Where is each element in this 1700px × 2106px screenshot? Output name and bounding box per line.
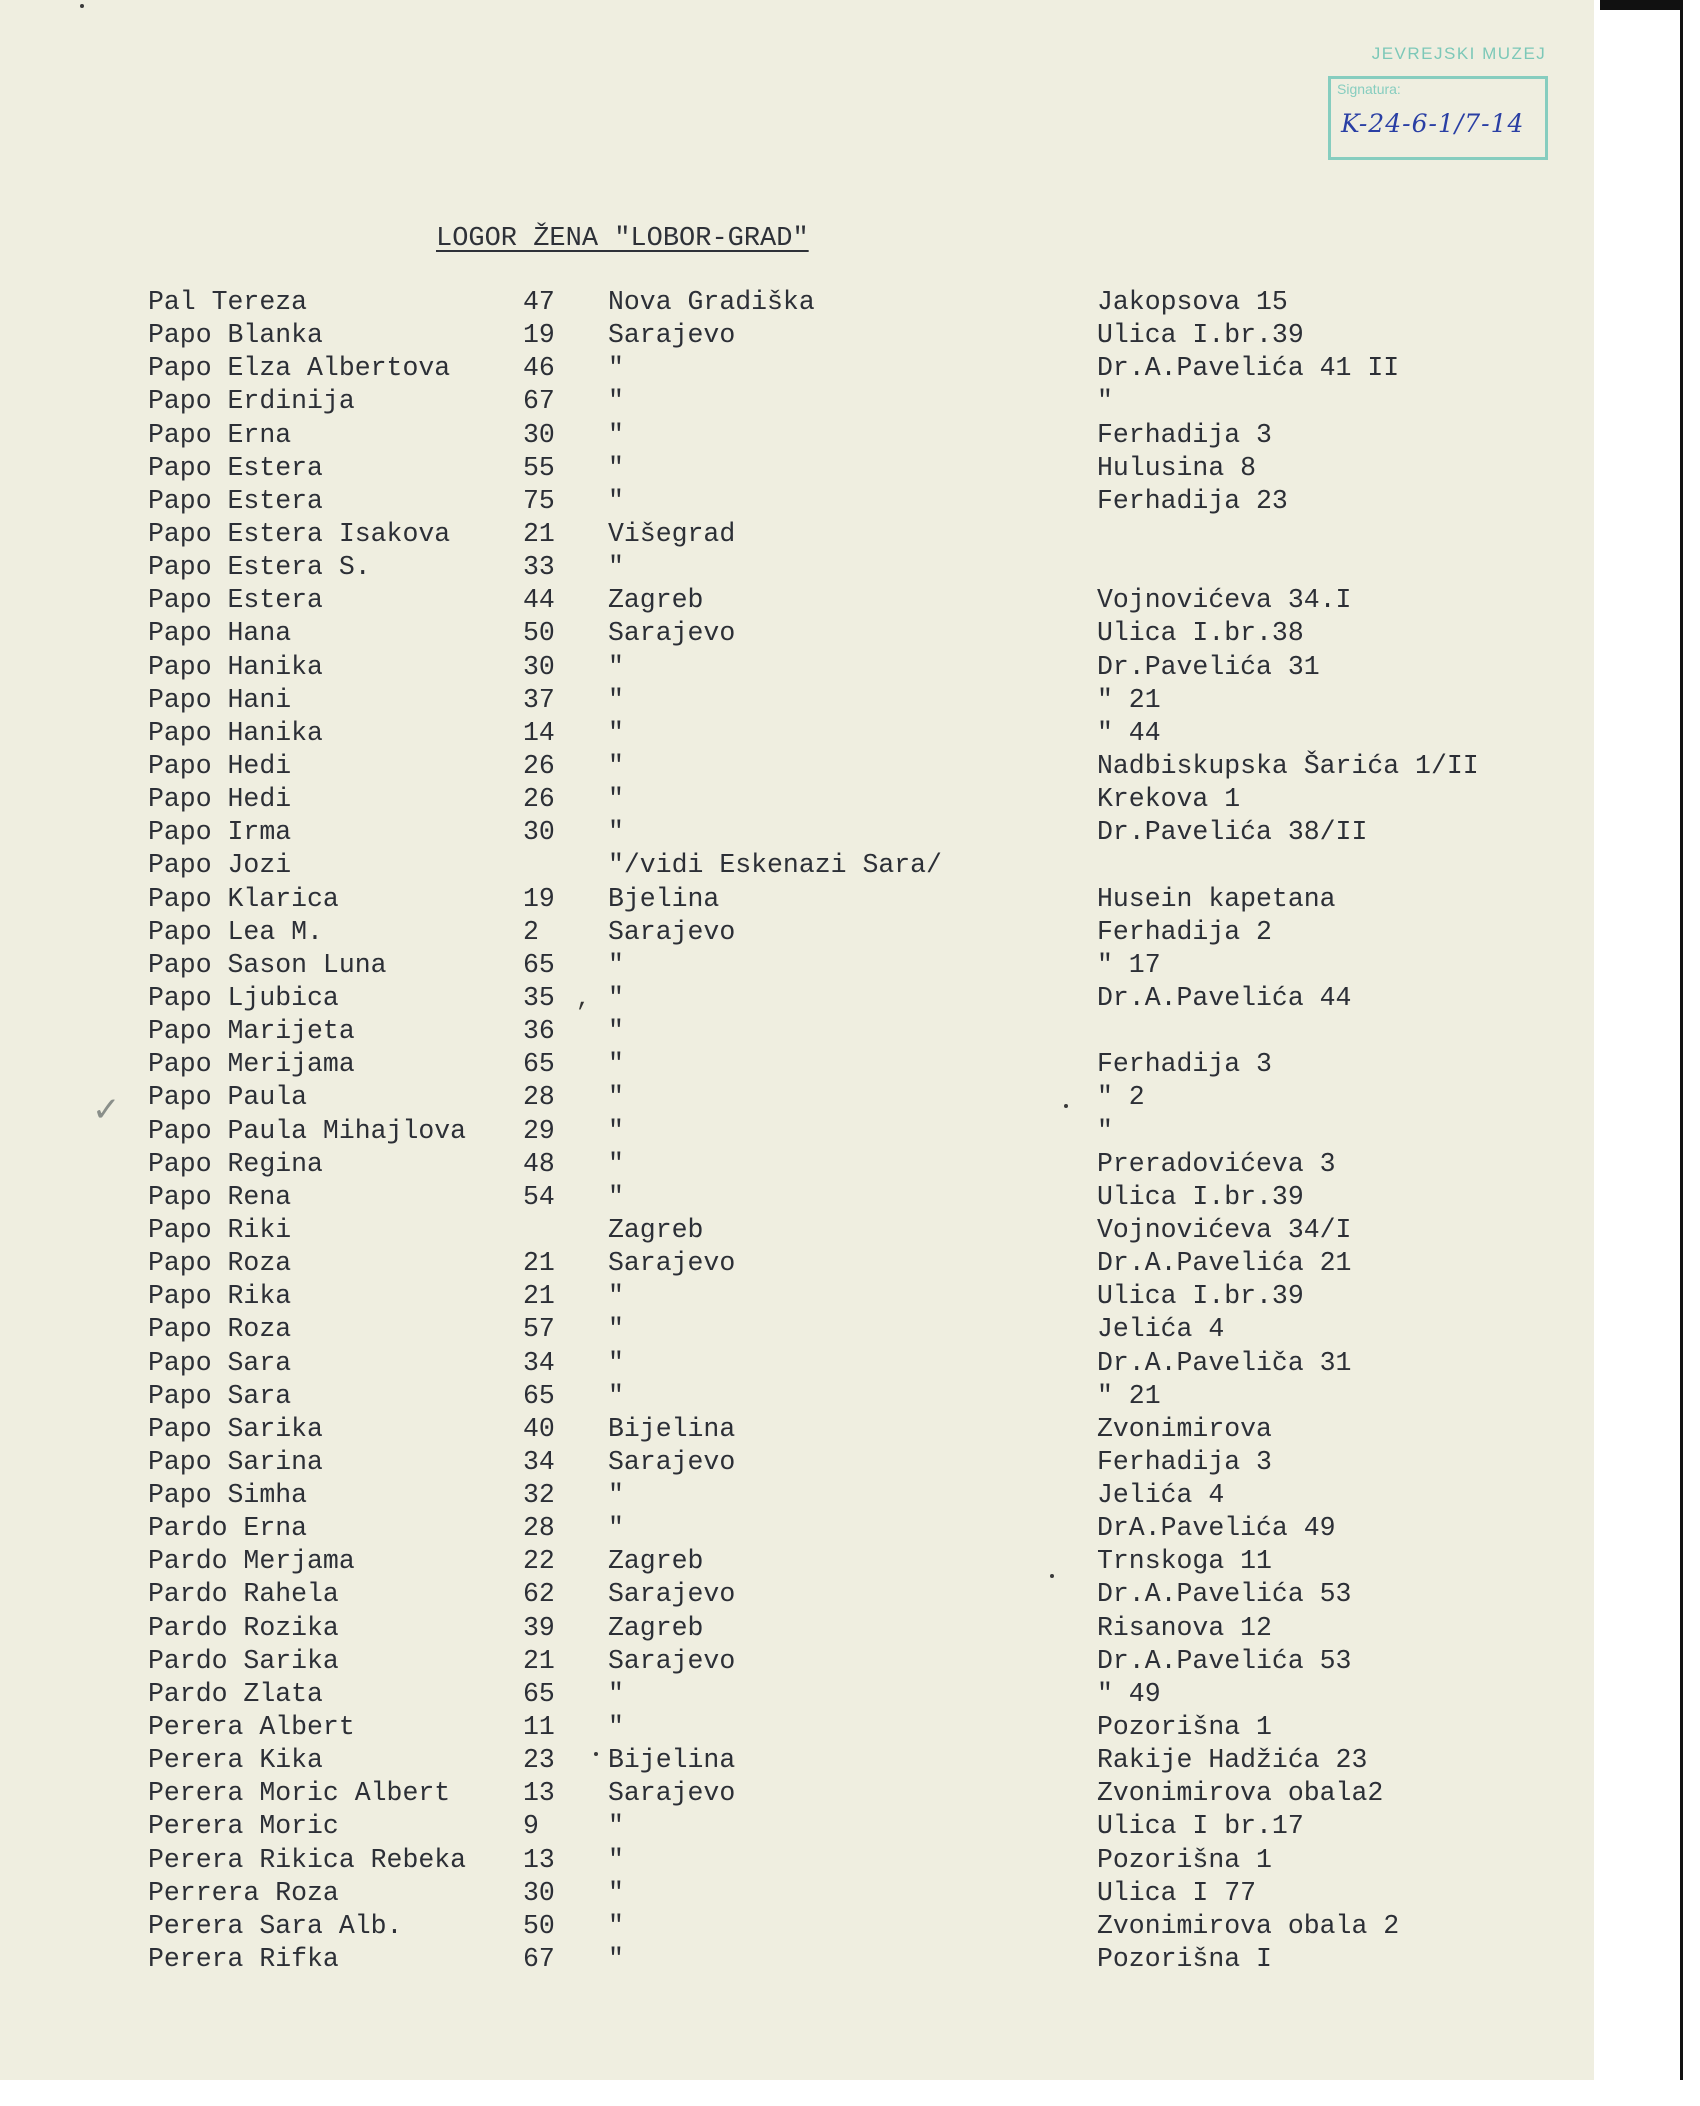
- person-address: ": [1097, 386, 1113, 417]
- person-age: 30: [523, 419, 555, 450]
- person-name: Papo Paula: [148, 1082, 308, 1113]
- person-address: Ferhadija 3: [1097, 419, 1272, 450]
- person-origin: ": [608, 1480, 624, 1511]
- list-item: [0, 551, 1600, 584]
- person-address: Ferhadija 23: [1097, 485, 1288, 516]
- person-address: Dr.A.Paveliča 31: [1097, 1347, 1352, 1378]
- person-origin: Zagreb: [608, 1546, 704, 1577]
- person-origin: Bjelina: [608, 883, 720, 914]
- person-age: 30: [523, 817, 555, 848]
- person-address: Nadbiskupska Šarića 1/II: [1097, 750, 1479, 781]
- person-name: Papo Sason Luna: [148, 949, 387, 980]
- person-age: 39: [523, 1612, 555, 1643]
- list-item: [0, 1181, 1600, 1214]
- person-address: Pozorišna 1: [1097, 1712, 1272, 1743]
- list-item: [0, 916, 1600, 949]
- person-name: Papo Klarica: [148, 883, 339, 914]
- list-item: [0, 1280, 1600, 1313]
- person-origin: Sarajevo: [608, 320, 736, 351]
- person-age: 40: [523, 1413, 555, 1444]
- person-origin: ": [608, 1082, 624, 1113]
- person-address: Zvonimirova obala 2: [1097, 1910, 1400, 1941]
- person-age: 65: [523, 1678, 555, 1709]
- person-name: Papo Hanika: [148, 717, 323, 748]
- person-origin: ": [608, 452, 624, 483]
- person-origin: Sarajevo: [608, 1446, 736, 1477]
- person-name: Papo Sara: [148, 1347, 292, 1378]
- person-name: Papo Ljubica: [148, 982, 339, 1013]
- pencil-tick: ,: [576, 986, 591, 1013]
- person-origin: ": [608, 949, 624, 980]
- person-address: Ulica I br.17: [1097, 1811, 1304, 1842]
- document-title: LOGOR ŽENA "LOBOR-GRAD": [436, 224, 809, 254]
- person-address: " 44: [1097, 717, 1161, 748]
- person-name: Papo Erdinija: [148, 386, 355, 417]
- person-origin: Bijelina: [608, 1413, 736, 1444]
- list-item: [0, 949, 1600, 982]
- person-origin: ": [608, 485, 624, 516]
- person-name: Perera Kika: [148, 1745, 323, 1776]
- person-name: Pardo Zlata: [148, 1678, 323, 1709]
- person-origin: ": [608, 817, 624, 848]
- stamp-label: Signatura:: [1337, 81, 1401, 97]
- margin-check-mark: ✓: [92, 1090, 121, 1130]
- person-name: Pardo Sarika: [148, 1645, 339, 1676]
- person-age: 28: [523, 1513, 555, 1544]
- person-age: 34: [523, 1347, 555, 1378]
- list-item: [0, 1214, 1600, 1247]
- person-name: Papo Sarika: [148, 1413, 323, 1444]
- person-origin: ": [608, 1347, 624, 1378]
- person-origin: ": [608, 982, 624, 1013]
- list-item: [0, 1446, 1600, 1479]
- person-name: Papo Hana: [148, 618, 292, 649]
- person-origin: Sarajevo: [608, 916, 736, 947]
- person-age: 34: [523, 1446, 555, 1477]
- person-address: Ulica I.br.39: [1097, 1281, 1304, 1312]
- person-origin: Nova Gradiška: [608, 287, 815, 317]
- person-age: 23: [523, 1745, 555, 1776]
- person-origin: ": [608, 1678, 624, 1709]
- person-address: Krekova 1: [1097, 784, 1241, 815]
- person-address: Dr.A.Pavelića 44: [1097, 982, 1352, 1013]
- person-age: 47: [523, 287, 555, 317]
- person-age: 26: [523, 784, 555, 815]
- person-age: 36: [523, 1016, 555, 1047]
- person-origin: ": [608, 784, 624, 815]
- list-item: [0, 1115, 1600, 1148]
- person-name: Papo Lea M.: [148, 916, 323, 947]
- person-origin: Sarajevo: [608, 1645, 736, 1676]
- person-name: Papo Hedi: [148, 784, 292, 815]
- person-origin: ": [608, 1115, 624, 1146]
- person-age: 29: [523, 1115, 555, 1146]
- person-address: ": [1097, 1115, 1113, 1146]
- list-item: [0, 1247, 1600, 1280]
- person-age: 22: [523, 1546, 555, 1577]
- person-age: 57: [523, 1314, 555, 1345]
- person-origin: Bijelina: [608, 1745, 736, 1776]
- person-name: Papo Paula Mihajlova: [148, 1115, 467, 1146]
- person-address: Ferhadija 2: [1097, 916, 1272, 947]
- person-origin: ": [608, 1513, 624, 1544]
- list-item: [0, 783, 1600, 816]
- person-name: Papo Sarina: [148, 1446, 323, 1477]
- person-name: Perera Moric Albert: [148, 1778, 451, 1809]
- list-item: [0, 485, 1600, 518]
- person-address: Husein kapetana: [1097, 883, 1336, 914]
- person-age: 44: [523, 585, 555, 616]
- person-origin: ": [608, 1712, 624, 1743]
- person-name: Papo Sara: [148, 1380, 292, 1411]
- list-item: [0, 584, 1600, 617]
- person-origin: ": [608, 552, 624, 583]
- person-address: Jakopsova 15: [1097, 287, 1288, 317]
- person-address: Pozorišna I: [1097, 1944, 1272, 1975]
- person-origin: ": [608, 1910, 624, 1941]
- person-age: 50: [523, 618, 555, 649]
- person-origin: ": [608, 1181, 624, 1212]
- scan-edge: [1594, 0, 1700, 2106]
- person-age: 65: [523, 1049, 555, 1080]
- person-address: Preradovićeva 3: [1097, 1148, 1336, 1179]
- stamp-box: [1328, 76, 1548, 160]
- person-origin: Zagreb: [608, 585, 704, 616]
- person-name: Papo Irma: [148, 817, 292, 848]
- list-item: [0, 1081, 1600, 1114]
- person-address: Jelića 4: [1097, 1314, 1225, 1345]
- person-address: " 17: [1097, 949, 1161, 980]
- person-address: " 49: [1097, 1678, 1161, 1709]
- person-origin: ": [608, 1148, 624, 1179]
- person-name: Papo Roza: [148, 1314, 292, 1345]
- person-address: Dr.A.Pavelića 53: [1097, 1645, 1352, 1676]
- person-origin: Sarajevo: [608, 1248, 736, 1279]
- person-age: 33: [523, 552, 555, 583]
- person-address: Ulica I 77: [1097, 1877, 1257, 1908]
- person-name: Perrera Roza: [148, 1877, 339, 1908]
- person-name: Papo Riki: [148, 1214, 292, 1245]
- person-name: Pal Tereza: [148, 287, 308, 317]
- list-item: [0, 982, 1600, 1015]
- list-item: [0, 1777, 1600, 1810]
- list-item: [0, 452, 1600, 485]
- person-name: Papo Roza: [148, 1248, 292, 1279]
- person-address: Risanova 12: [1097, 1612, 1272, 1643]
- person-origin: ": [608, 1314, 624, 1345]
- person-origin: ": [608, 1380, 624, 1411]
- person-address: Zvonimirova: [1097, 1413, 1272, 1444]
- person-name: Perera Sara Alb.: [148, 1910, 403, 1941]
- person-address: Ulica I.br.38: [1097, 618, 1304, 649]
- list-item: [0, 1413, 1600, 1446]
- person-origin: ": [608, 353, 624, 384]
- person-name: Perera Rifka: [148, 1944, 339, 1975]
- person-name: Pardo Erna: [148, 1513, 308, 1544]
- list-item: [0, 1943, 1600, 1976]
- ink-dot: [594, 1752, 598, 1756]
- person-age: 13: [523, 1778, 555, 1809]
- person-origin: ": [608, 1811, 624, 1842]
- person-age: 46: [523, 353, 555, 384]
- person-age: 30: [523, 651, 555, 682]
- list-item: [0, 1479, 1600, 1512]
- person-age: 62: [523, 1579, 555, 1610]
- person-address: Dr.A.Pavelića 21: [1097, 1248, 1352, 1279]
- person-origin: ": [608, 1281, 624, 1312]
- list-item: [0, 352, 1600, 385]
- person-address: Dr.Pavelića 38/II: [1097, 817, 1368, 848]
- person-name: Papo Hanika: [148, 651, 323, 682]
- person-address: Vojnovićeva 34.I: [1097, 585, 1352, 616]
- person-name: Papo Rena: [148, 1181, 292, 1212]
- person-address: Ulica I.br.39: [1097, 320, 1304, 351]
- ink-dot: [1050, 1574, 1054, 1578]
- person-address: Vojnovićeva 34/I: [1097, 1214, 1352, 1245]
- list-item: [0, 1678, 1600, 1711]
- person-name: Perera Albert: [148, 1712, 355, 1743]
- person-origin: Višegrad: [608, 518, 736, 549]
- person-address: " 2: [1097, 1082, 1145, 1113]
- person-origin: ": [608, 651, 624, 682]
- person-age: 26: [523, 750, 555, 781]
- list-item: [0, 1512, 1600, 1545]
- list-item: [0, 1810, 1600, 1843]
- list-item: [0, 1015, 1600, 1048]
- person-address: DrA.Pavelića 49: [1097, 1513, 1336, 1544]
- stamp-signature: K-24-6-1/7-14: [1341, 109, 1525, 138]
- person-age: 11: [523, 1712, 555, 1743]
- person-origin: ": [608, 1016, 624, 1047]
- person-address: Dr.A.Pavelića 53: [1097, 1579, 1352, 1610]
- person-origin: ": [608, 386, 624, 417]
- person-origin: Sarajevo: [608, 1778, 736, 1809]
- person-age: 19: [523, 320, 555, 351]
- person-age: 21: [523, 1248, 555, 1279]
- ink-dot: [1064, 1104, 1068, 1108]
- person-age: 48: [523, 1148, 555, 1179]
- person-name: Papo Simha: [148, 1480, 308, 1511]
- list-item: [0, 1612, 1600, 1645]
- person-origin: ": [608, 419, 624, 450]
- list-item: [0, 684, 1600, 717]
- ink-dot: [80, 4, 84, 8]
- person-name: Papo Elza Albertova: [148, 353, 451, 384]
- person-address: " 21: [1097, 1380, 1161, 1411]
- person-name: Perera Moric: [148, 1811, 339, 1842]
- person-age: 19: [523, 883, 555, 914]
- person-name: Papo Estera Isakova: [148, 518, 451, 549]
- person-age: 9: [523, 1811, 539, 1842]
- person-age: 65: [523, 1380, 555, 1411]
- list-item: [0, 816, 1600, 849]
- person-age: 37: [523, 684, 555, 715]
- list-item: [0, 1844, 1600, 1877]
- list-item: [0, 651, 1600, 684]
- list-item: [0, 1148, 1600, 1181]
- person-address: Dr.A.Pavelića 41 II: [1097, 353, 1400, 384]
- person-name: Papo Merijama: [148, 1049, 355, 1080]
- person-age: 21: [523, 1281, 555, 1312]
- list-item: [0, 385, 1600, 418]
- person-address: Pozorišna 1: [1097, 1844, 1272, 1875]
- person-address: Ferhadija 3: [1097, 1446, 1272, 1477]
- person-age: 65: [523, 949, 555, 980]
- person-age: 35: [523, 982, 555, 1013]
- person-age: 67: [523, 386, 555, 417]
- list-item: [0, 1645, 1600, 1678]
- list-item: [0, 1048, 1600, 1081]
- person-name: Papo Hani: [148, 684, 292, 715]
- list-item: [0, 617, 1600, 650]
- list-item: [0, 717, 1600, 750]
- archive-stamp: [1328, 44, 1590, 162]
- list-item: [0, 1347, 1600, 1380]
- person-name: Papo Blanka: [148, 320, 323, 351]
- person-age: 21: [523, 1645, 555, 1676]
- person-origin: "/vidi Eskenazi Sara/: [608, 850, 942, 881]
- person-age: 32: [523, 1480, 555, 1511]
- person-name: Papo Estera S.: [148, 552, 371, 583]
- person-age: 2: [523, 916, 539, 947]
- person-name: Papo Jozi: [148, 850, 292, 881]
- list-item: [0, 1711, 1600, 1744]
- person-age: 55: [523, 452, 555, 483]
- person-address: Zvonimirova obala2: [1097, 1778, 1384, 1809]
- person-address: Trnskoga 11: [1097, 1546, 1272, 1577]
- scan-corner-mark: [1600, 0, 1682, 10]
- list-item: [0, 1545, 1600, 1578]
- person-origin: Zagreb: [608, 1214, 704, 1245]
- person-name: Papo Estera: [148, 452, 323, 483]
- person-name: Perera Rikica Rebeka: [148, 1844, 467, 1875]
- person-age: 30: [523, 1877, 555, 1908]
- list-item: [0, 1313, 1600, 1346]
- person-name: Papo Estera: [148, 485, 323, 516]
- person-age: 28: [523, 1082, 555, 1113]
- person-origin: ": [608, 1877, 624, 1908]
- list-item: [0, 849, 1600, 882]
- person-age: 54: [523, 1181, 555, 1212]
- list-item: [0, 419, 1600, 452]
- person-name: Pardo Rozika: [148, 1612, 339, 1643]
- person-name: Papo Regina: [148, 1148, 323, 1179]
- list-item: [0, 286, 1600, 319]
- person-address: Ferhadija 3: [1097, 1049, 1272, 1080]
- person-name: Papo Rika: [148, 1281, 292, 1312]
- person-origin: ": [608, 684, 624, 715]
- person-origin: Sarajevo: [608, 1579, 736, 1610]
- person-age: 67: [523, 1944, 555, 1975]
- person-age: 13: [523, 1844, 555, 1875]
- list-item: [0, 883, 1600, 916]
- person-address: Rakije Hadžića 23: [1097, 1745, 1368, 1776]
- list-item: [0, 1578, 1600, 1611]
- person-name: Papo Erna: [148, 419, 292, 450]
- stamp-museum-name: JEVREJSKI MUZEJ: [1371, 44, 1547, 63]
- list-item: [0, 319, 1600, 352]
- name-list: [0, 286, 1600, 1976]
- person-origin: Sarajevo: [608, 618, 736, 649]
- list-item: [0, 518, 1600, 551]
- person-address: Hulusina 8: [1097, 452, 1257, 483]
- person-name: Papo Marijeta: [148, 1016, 355, 1047]
- list-item: [0, 1877, 1600, 1910]
- person-name: Papo Hedi: [148, 750, 292, 781]
- person-age: 50: [523, 1910, 555, 1941]
- person-address: Dr.Pavelića 31: [1097, 651, 1320, 682]
- person-address: " 21: [1097, 684, 1161, 715]
- person-origin: ": [608, 717, 624, 748]
- person-origin: ": [608, 1944, 624, 1975]
- list-item: [0, 1910, 1600, 1943]
- list-item: [0, 750, 1600, 783]
- person-name: Pardo Merjama: [148, 1546, 355, 1577]
- person-origin: ": [608, 1844, 624, 1875]
- person-age: 14: [523, 717, 555, 748]
- person-age: 21: [523, 518, 555, 549]
- person-origin: Zagreb: [608, 1612, 704, 1643]
- list-item: [0, 1744, 1600, 1777]
- list-item: [0, 1380, 1600, 1413]
- person-address: Ulica I.br.39: [1097, 1181, 1304, 1212]
- person-address: Jelića 4: [1097, 1480, 1225, 1511]
- person-name: Papo Estera: [148, 585, 323, 616]
- person-name: Pardo Rahela: [148, 1579, 339, 1610]
- person-origin: ": [608, 750, 624, 781]
- person-age: 75: [523, 485, 555, 516]
- scan-border-line: [1680, 0, 1683, 2080]
- person-origin: ": [608, 1049, 624, 1080]
